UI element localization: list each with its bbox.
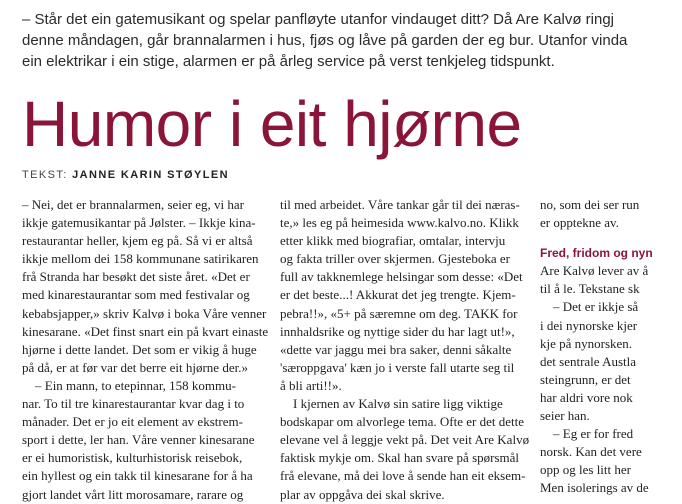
text-line: innhaldsrike og nyttige sider du har lagt ut!», (280, 323, 515, 339)
byline (22, 168, 229, 182)
text-line: til med arbeidet. Våre tankar går til dei næras- (280, 197, 520, 212)
text-line: og fakta triller over skjermen. Gjesteboka er (280, 251, 510, 267)
text-line: bodskapar om alvorlege tema. Ofte er det dette (280, 414, 525, 430)
text-line: har aldri vore nok (540, 389, 633, 405)
text-line: no, som dei ser run (540, 197, 640, 212)
text-line: frå Stranda har besøkt det siste året. «Det er (22, 269, 250, 285)
text-line: steingrunn, er det (540, 371, 631, 387)
intro-paragraph (22, 9, 682, 72)
text-line: kinesarane. «Det finst snart ein på kvart einaste (22, 323, 269, 339)
text-line: – Eg er for fred (553, 426, 634, 442)
text-line: ikkje gatemusikantar på Jølster. – Ikkje kina- (22, 215, 256, 231)
text-line: i dei nynorske kjer (540, 317, 638, 333)
text-line: med kinarestaurantar som med festivalar og (22, 287, 250, 303)
text-line: til å le. Tekstane sk (540, 281, 640, 297)
text-line: – Det er ikkje så (553, 299, 639, 315)
text-line: nar. To til tre kinarestaurantar kvar dag i to (22, 396, 245, 412)
text-line: kebabsjapper,» skriv Kalvø i boka Våre venner (22, 305, 267, 321)
text-line: opp og les litt her (540, 462, 631, 478)
text-line: ein hyllest og ein takk til kinesarane for å ha (22, 468, 253, 484)
text-line: full av takknemlege helsingar som desse: «Det (280, 269, 523, 285)
text-line: Are Kalvø lever av å (540, 263, 649, 279)
text-line: på då, er at før var det berre eit hjørne der.» (22, 359, 248, 375)
text-line: – Nei, det er brannalarmen, seier eg, vi har (22, 197, 244, 212)
text-line: Men isolerings av de (540, 480, 649, 496)
article-column-3 (540, 196, 653, 498)
text-line: seier han. (540, 408, 590, 424)
text-line: etter klikk med biografiar, omtalar, intervju (280, 233, 506, 249)
column-spacer (540, 232, 640, 244)
text-line: er ei humoristisk, kulturhistorisk reisebok, (22, 450, 243, 466)
text-line: gjort landet vårt litt morosamare, rarare og (22, 486, 244, 502)
text-line: månader. Det er jo eit element av ekstrem- (22, 414, 243, 430)
article-column-2 (280, 196, 532, 504)
text-line: elevane vel å leggje vekt på. Det veit Are Kalvø (280, 432, 530, 448)
byline-author: JANNE KARIN STØYLEN (72, 169, 229, 181)
text-line: hjørne i dette landet. Det som er vikig å huge (22, 341, 257, 357)
text-line: sport i dette, ler han. Våre venner kinesarane (22, 432, 255, 448)
text-line: ikkje mellom dei 158 kommunane satirikaren (22, 251, 259, 267)
text-line: er det beste...! Akkurat det jeg trengte. Kjem- (280, 287, 516, 303)
text-line: er opptekne av. (540, 215, 619, 231)
text-line: plar av oppgåva dei skal skrive. (280, 486, 445, 502)
text-line: 'særoppgava' kæn jo i verste fall utarte seg til (280, 359, 515, 375)
intro-line: ein elektrikar i ein stige, alarmen er på årleg service på verst tenkjeleg tidspunkt. (22, 53, 555, 70)
intro-line: – Står det ein gatemusikant og spelar panfløyte utanfor vindauget ditt? Då Are Kalvø ringj (22, 11, 615, 28)
text-line: det sentrale Austla (540, 353, 637, 369)
byline-label: TEKST: (22, 169, 68, 181)
text-line: kje på nynorsken. (540, 335, 633, 351)
text-line: «dette var jaggu mei bra saker, denni såkalte (280, 341, 512, 357)
text-line: restaurantar heller, kjem eg på. Så vi er altså (22, 233, 253, 249)
text-line: te,» les eg på heimesida www.kalvo.no. Klikk (280, 215, 519, 231)
subheading: Fred, fridom og nyn (540, 246, 653, 261)
text-line: I kjernen av Kalvø sin satire ligg viktige (293, 396, 503, 412)
text-line: norsk. Kan det vere (540, 444, 642, 460)
text-line: pebra!!», «5+ på særemne om deg. TAKK for (280, 305, 518, 321)
text-line: frå elevane, må dei love å sende han eit eksem- (280, 468, 526, 484)
text-line: – Ein mann, to etepinnar, 158 kommu- (35, 377, 236, 393)
text-line: å bli arti!!». (280, 377, 342, 393)
article-column-1 (22, 196, 274, 504)
article-title: Humor i eit hjørne (22, 88, 522, 160)
text-line: faktisk mykje om. Skal han svare på spørsmål (280, 450, 520, 466)
intro-line: denne måndagen, går brannalarmen i hus, fjøs og låve på garden der eg bur. Utanfor vinda (22, 32, 628, 49)
